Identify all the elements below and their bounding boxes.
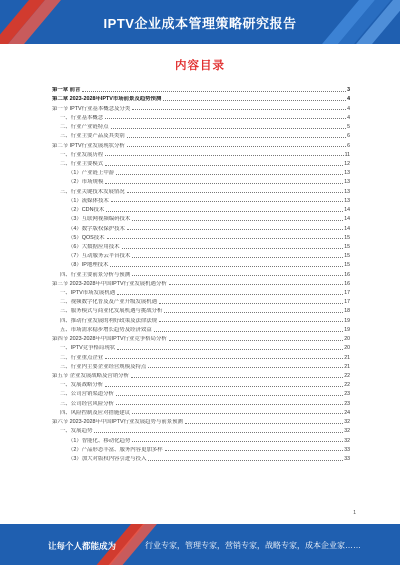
toc-entry-page: 4	[347, 114, 350, 121]
toc-entry[interactable]	[52, 444, 350, 453]
toc-entry-label: 二、视频数字化普及及产业升级发展机遇	[60, 299, 158, 306]
toc-leader-dots	[132, 413, 343, 414]
toc-entry-label: 三、行业主要产品及其类别	[60, 133, 125, 140]
toc-entry-page: 32	[344, 437, 350, 444]
toc-entry[interactable]	[52, 121, 350, 130]
toc-leader-dots	[122, 248, 344, 249]
toc-entry[interactable]	[52, 158, 350, 167]
toc-leader-dots	[116, 395, 343, 396]
toc-leader-dots	[159, 303, 343, 304]
toc-entry[interactable]	[52, 407, 350, 416]
page-number: 1	[353, 510, 356, 516]
toc-entry[interactable]	[52, 93, 350, 102]
toc-entry[interactable]	[52, 305, 350, 314]
toc-entry[interactable]	[52, 361, 350, 370]
toc-entry-page: 24	[344, 409, 350, 416]
toc-entry-page: 13	[344, 179, 350, 186]
toc-entry-label: 第四节 2023-2028年中国IPTV行业竞争格局分析	[52, 336, 167, 343]
toc-entry-page: 23	[344, 391, 350, 398]
toc-entry-label: （7）互动服务云平台技术	[68, 253, 131, 260]
toc-entry-label: 二、行业产业链特点	[60, 124, 109, 131]
toc-entry-page: 18	[344, 308, 350, 315]
toc-leader-dots	[116, 404, 343, 405]
toc-entry-label: 四、行业主要前景分析与预测	[60, 271, 131, 278]
toc-entry-page: 33	[344, 446, 350, 453]
toc-entry[interactable]	[52, 425, 350, 434]
toc-leader-dots	[105, 155, 343, 156]
toc-leader-dots	[132, 441, 343, 442]
toc-entry-label: （1）智能化、移动化趋势	[68, 437, 131, 444]
toc-entry-page: 16	[344, 280, 350, 287]
toc-entry-label: （3）加大对版权内容引进与投入	[68, 455, 147, 462]
toc-entry[interactable]	[52, 296, 350, 305]
toc-entry-label: （5）QOS技术	[68, 234, 105, 241]
toc-entry[interactable]	[52, 139, 350, 148]
toc-entry-label: （2）CDN技术	[68, 207, 105, 214]
toc-entry[interactable]	[52, 370, 350, 379]
toc-entry[interactable]	[52, 222, 350, 231]
toc-entry-page: 14	[344, 207, 350, 214]
toc-leader-dots	[105, 118, 346, 119]
toc-leader-dots	[116, 174, 343, 175]
toc-entry-page: 3	[347, 87, 350, 94]
toc-leader-dots	[127, 229, 343, 230]
toc-leader-dots	[94, 432, 343, 433]
toc-entry[interactable]	[52, 213, 350, 222]
toc-entry-page: 21	[344, 363, 350, 370]
toc-entry[interactable]	[52, 287, 350, 296]
footer-slogan: 让每个人都能成为	[48, 541, 117, 551]
toc-entry-page: 23	[344, 400, 350, 407]
toc-entry-label: （8）IP地理技术	[68, 262, 109, 269]
toc-leader-dots	[117, 349, 343, 350]
toc-leader-dots	[127, 146, 346, 147]
toc-entry[interactable]	[52, 195, 350, 204]
toc-leader-dots	[107, 238, 344, 239]
table-of-contents	[52, 84, 350, 462]
toc-entry-page: 32	[344, 419, 350, 426]
toc-leader-dots	[105, 358, 343, 359]
toc-leader-dots	[111, 201, 343, 202]
toc-leader-dots	[127, 192, 344, 193]
toc-entry-label: 三、行业内主要企业经营规模及特点	[60, 363, 147, 370]
toc-entry-page: 22	[344, 382, 350, 389]
toc-entry-page: 17	[344, 290, 350, 297]
toc-entry-label: 第二章 2023-2028年IPTV市场前景及趋势预测	[52, 96, 162, 103]
toc-entry-page: 14	[344, 225, 350, 232]
toc-heading: 内容目录	[175, 60, 225, 72]
toc-entry-page: 5	[347, 124, 350, 131]
toc-entry[interactable]	[52, 397, 350, 406]
toc-leader-dots	[148, 367, 343, 368]
toc-leader-dots	[148, 460, 343, 461]
toc-entry-page: 20	[344, 345, 350, 352]
toc-entry-label: 第一章 前言	[52, 87, 81, 94]
toc-entry-page: 15	[344, 243, 350, 250]
toc-entry-label: 四、推动行业发展的利好政策及法律法规	[60, 317, 158, 324]
toc-entry[interactable]	[52, 112, 350, 121]
toc-entry-label: 三、服务模式与商业化发展机遇与挑战分析	[60, 308, 163, 315]
toc-entry[interactable]	[52, 259, 350, 268]
document-title: IPTV企业成本管理策略研究报告	[103, 16, 297, 31]
toc-entry-page: 33	[344, 455, 350, 462]
toc-entry-page: 4	[347, 105, 350, 112]
toc-entry-label: 二、行业重点企业	[60, 354, 104, 361]
toc-entry-page: 19	[344, 326, 350, 333]
toc-entry-page: 16	[344, 271, 350, 278]
toc-entry[interactable]	[52, 167, 350, 176]
toc-entry[interactable]	[52, 250, 350, 259]
toc-entry-label: 一、IPTV竞争格局现状	[60, 345, 116, 352]
toc-entry-label: 第二节 IPTV行业发展现状分析	[52, 142, 125, 149]
toc-entry-label: 一、行业发展历程	[60, 151, 104, 158]
toc-entry-page: 13	[344, 170, 350, 177]
toc-entry-label: （3）互联网视频编码技术	[68, 216, 131, 223]
toc-entry-page: 6	[347, 142, 350, 149]
toc-leader-dots	[164, 312, 343, 313]
toc-entry-page: 15	[344, 253, 350, 260]
toc-leader-dots	[106, 211, 343, 212]
toc-leader-dots	[117, 294, 343, 295]
toc-entry-label: 三、行业关键技术发展情况	[60, 188, 125, 195]
toc-entry[interactable]	[52, 314, 350, 323]
toc-leader-dots	[110, 266, 343, 267]
toc-leader-dots	[185, 423, 343, 424]
toc-entry-page: 17	[344, 299, 350, 306]
toc-entry-label: 一、IPTV市场发展机遇	[60, 290, 116, 297]
toc-entry[interactable]	[52, 268, 350, 277]
toc-entry-label: （2）产品形态丰富、服务内容更加多样	[68, 446, 163, 453]
toc-leader-dots	[165, 450, 344, 451]
toc-entry[interactable]	[52, 232, 350, 241]
footer-band	[0, 524, 400, 565]
toc-leader-dots	[163, 100, 346, 101]
toc-entry-label: 第五节 企业发展战略及营销分析	[52, 373, 129, 379]
toc-leader-dots	[132, 275, 343, 276]
toc-leader-dots	[132, 109, 346, 110]
toc-leader-dots	[132, 220, 343, 221]
toc-entry[interactable]	[52, 278, 350, 287]
toc-entry[interactable]	[52, 84, 350, 93]
toc-entry[interactable]	[52, 176, 350, 185]
toc-entry-label: （6）大数据应用技术	[68, 243, 120, 250]
toc-entry-label: 三、公司经营风险分析	[60, 400, 114, 407]
toc-entry-label: 四、风险控制及应对措施建议	[60, 409, 131, 416]
toc-entry[interactable]	[52, 453, 350, 462]
footer-tagline: 行业专家，管理专家，营销专家，战略专家，成本企业家……	[145, 541, 361, 550]
toc-entry-label: 第三节 2023-2028年中国IPTV行业发展机遇分析	[52, 280, 167, 287]
toc-entry-label: 一、发展趋势	[60, 428, 93, 435]
toc-entry[interactable]	[52, 241, 350, 250]
toc-entry[interactable]	[52, 333, 350, 342]
toc-entry-page: 14	[344, 216, 350, 223]
toc-leader-dots	[111, 128, 347, 129]
toc-entry-page: 4	[347, 96, 350, 103]
toc-entry-page: 15	[344, 234, 350, 241]
toc-entry[interactable]	[52, 130, 350, 139]
toc-entry-page: 13	[344, 197, 350, 204]
toc-entry-label: 一、行业基本概念	[60, 114, 104, 121]
toc-leader-dots	[127, 137, 346, 138]
toc-leader-dots	[105, 183, 343, 184]
toc-entry-label: （1）产业链上中游	[68, 170, 115, 177]
toc-entry-page: 11	[344, 151, 350, 158]
toc-leader-dots	[131, 377, 343, 378]
toc-entry-page: 15	[344, 262, 350, 269]
toc-entry[interactable]	[52, 434, 350, 443]
toc-entry-label: （2）市场规模	[68, 179, 104, 186]
toc-entry-page: 12	[344, 160, 350, 167]
toc-entry[interactable]	[52, 342, 350, 351]
toc-leader-dots	[169, 340, 343, 341]
toc-entry[interactable]	[52, 416, 350, 425]
toc-entry[interactable]	[52, 185, 350, 194]
toc-entry-label: 一、发展战略分析	[60, 382, 104, 389]
toc-entry-label: （1）流媒体技术	[68, 197, 109, 204]
toc-entry[interactable]	[52, 204, 350, 213]
toc-entry[interactable]	[52, 149, 350, 158]
toc-entry[interactable]	[52, 351, 350, 360]
toc-leader-dots	[154, 331, 344, 332]
toc-leader-dots	[82, 91, 346, 92]
toc-entry-label: 第一节 IPTV行业基本概念及分类	[52, 105, 131, 112]
toc-leader-dots	[159, 321, 343, 322]
toc-entry-page: 21	[344, 354, 350, 361]
toc-entry-page: 32	[344, 428, 350, 435]
toc-entry-page: 6	[347, 133, 350, 140]
toc-entry-page: 22	[344, 373, 350, 379]
toc-entry-label: （4）数字版权保护技术	[68, 225, 125, 232]
toc-entry-label: 二、公司营销渠道分析	[60, 391, 114, 398]
toc-leader-dots	[105, 165, 343, 166]
toc-entry-label: 二、行业主要模式	[60, 160, 104, 167]
toc-entry-page: 13	[344, 188, 350, 195]
toc-leader-dots	[169, 284, 343, 285]
header-band	[0, 0, 400, 44]
toc-entry-label: 第六节 2023-2028年中国IPTV行业发展趋势与前景预测	[52, 419, 183, 426]
toc-entry-label: 五、市场需求稳步增长趋势及经济效益	[60, 326, 152, 333]
toc-entry-page: 20	[344, 336, 350, 343]
toc-leader-dots	[105, 386, 343, 387]
toc-entry[interactable]	[52, 379, 350, 388]
toc-entry[interactable]	[52, 388, 350, 397]
toc-entry-page: 19	[344, 317, 350, 324]
toc-leader-dots	[132, 257, 343, 258]
toc-entry[interactable]	[52, 324, 350, 333]
toc-entry[interactable]	[52, 102, 350, 111]
